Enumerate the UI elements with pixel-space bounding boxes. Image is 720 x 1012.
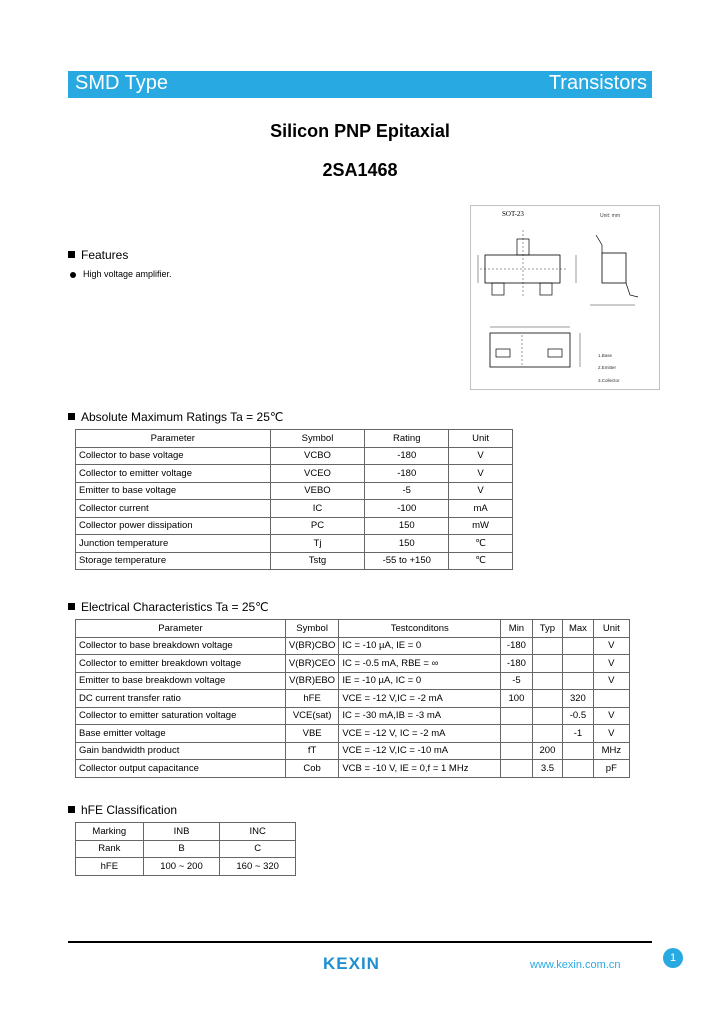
cell: MHz bbox=[593, 742, 629, 760]
cell: Gain bandwidth product bbox=[76, 742, 286, 760]
cell: fT bbox=[285, 742, 338, 760]
header-right-label: Transistors bbox=[548, 72, 647, 94]
cell bbox=[532, 672, 562, 690]
cell: Storage temperature bbox=[76, 552, 271, 570]
col-header: Max bbox=[563, 620, 594, 638]
cell: -55 to +150 bbox=[365, 552, 449, 570]
cell bbox=[501, 725, 533, 743]
cell: V(BR)CEO bbox=[285, 655, 338, 673]
table-row bbox=[76, 500, 513, 518]
col-header: Unit bbox=[449, 430, 513, 448]
cell: V bbox=[593, 655, 629, 673]
cell: Base emitter voltage bbox=[76, 725, 286, 743]
cell: V bbox=[593, 637, 629, 655]
cell bbox=[532, 707, 562, 725]
cell: -0.5 bbox=[563, 707, 594, 725]
pin-2-label: 2.Emitter bbox=[598, 365, 617, 370]
cell bbox=[563, 672, 594, 690]
cell: VBE bbox=[285, 725, 338, 743]
square-bullet-icon bbox=[68, 251, 75, 258]
cell: Collector to base voltage bbox=[76, 447, 271, 465]
cell: 100 ~ 200 bbox=[143, 858, 220, 876]
table-row bbox=[76, 517, 513, 535]
cell: Cob bbox=[285, 760, 338, 778]
cell: -5 bbox=[501, 672, 533, 690]
cell: IE = -10 µA, IC = 0 bbox=[339, 672, 501, 690]
table-row bbox=[76, 482, 513, 500]
doc-title: Silicon PNP Epitaxial bbox=[270, 121, 450, 141]
table-row bbox=[76, 823, 296, 841]
features-heading: Features bbox=[68, 248, 128, 262]
cell: Collector current bbox=[76, 500, 271, 518]
cell: Collector to emitter breakdown voltage bbox=[76, 655, 286, 673]
cell: INC bbox=[220, 823, 296, 841]
cell bbox=[563, 760, 594, 778]
abs-max-heading: Absolute Maximum Ratings Ta = 25℃ bbox=[68, 410, 283, 424]
cell: VCB = -10 V, IE = 0,f = 1 MHz bbox=[339, 760, 501, 778]
col-header: Parameter bbox=[76, 620, 286, 638]
cell: C bbox=[220, 840, 296, 858]
hfe-table bbox=[75, 822, 296, 876]
cell: -180 bbox=[365, 465, 449, 483]
abs-max-table bbox=[75, 429, 513, 570]
footer-url[interactable]: www.kexin.com.cn bbox=[530, 959, 621, 971]
col-header: Unit bbox=[593, 620, 629, 638]
cell: pF bbox=[593, 760, 629, 778]
cell: VCEO bbox=[270, 465, 365, 483]
cell bbox=[532, 690, 562, 708]
table-header-row bbox=[76, 430, 513, 448]
cell: VCE(sat) bbox=[285, 707, 338, 725]
cell: IC = -0.5 mA, RBE = ∞ bbox=[339, 655, 501, 673]
cell: Collector output capacitance bbox=[76, 760, 286, 778]
table-row bbox=[76, 725, 630, 743]
package-outline-drawing bbox=[470, 205, 660, 390]
square-bullet-icon bbox=[68, 413, 75, 420]
cell: ℃ bbox=[449, 535, 513, 553]
cell: 100 bbox=[501, 690, 533, 708]
cell: Emitter to base breakdown voltage bbox=[76, 672, 286, 690]
elec-table bbox=[75, 619, 630, 778]
cell: -100 bbox=[365, 500, 449, 518]
cell: PC bbox=[270, 517, 365, 535]
cell: V(BR)CBO bbox=[285, 637, 338, 655]
bullet-icon bbox=[70, 272, 76, 278]
table-row bbox=[76, 707, 630, 725]
cell bbox=[532, 655, 562, 673]
cell: V(BR)EBO bbox=[285, 672, 338, 690]
col-header: Typ bbox=[532, 620, 562, 638]
table-row bbox=[76, 465, 513, 483]
header-left-label: SMD Type bbox=[75, 72, 168, 94]
cell: mW bbox=[449, 517, 513, 535]
cell: -180 bbox=[501, 637, 533, 655]
cell: -1 bbox=[563, 725, 594, 743]
cell: Collector power dissipation bbox=[76, 517, 271, 535]
square-bullet-icon bbox=[68, 603, 75, 610]
pin-1-label: 1.Base bbox=[598, 353, 613, 358]
cell bbox=[501, 742, 533, 760]
package-unit: Unit: mm bbox=[600, 213, 620, 219]
table-header-row bbox=[76, 620, 630, 638]
cell bbox=[593, 690, 629, 708]
cell: 150 bbox=[365, 535, 449, 553]
cell: Collector to emitter voltage bbox=[76, 465, 271, 483]
table-row bbox=[76, 672, 630, 690]
cell: -180 bbox=[365, 447, 449, 465]
feature-item: High voltage amplifier. bbox=[70, 269, 172, 279]
part-number: 2SA1468 bbox=[322, 160, 398, 180]
table-row bbox=[76, 535, 513, 553]
cell: IC bbox=[270, 500, 365, 518]
page-number-badge: 1 bbox=[663, 948, 683, 968]
table-row bbox=[76, 858, 296, 876]
cell: V bbox=[449, 482, 513, 500]
cell bbox=[563, 637, 594, 655]
cell: VCBO bbox=[270, 447, 365, 465]
cell: 200 bbox=[532, 742, 562, 760]
kexin-logo: KEXIN bbox=[323, 954, 380, 973]
footer-divider bbox=[68, 941, 652, 943]
table-row bbox=[76, 655, 630, 673]
package-name: SOT-23 bbox=[502, 210, 524, 218]
cell: Collector to base breakdown voltage bbox=[76, 637, 286, 655]
elec-heading: Electrical Characteristics Ta = 25℃ bbox=[68, 600, 269, 614]
cell: V bbox=[593, 707, 629, 725]
cell: 320 bbox=[563, 690, 594, 708]
cell: 150 bbox=[365, 517, 449, 535]
cell bbox=[532, 725, 562, 743]
cell: VCE = -12 V,IC = -10 mA bbox=[339, 742, 501, 760]
table-row bbox=[76, 552, 513, 570]
cell: V bbox=[593, 725, 629, 743]
cell bbox=[563, 742, 594, 760]
table-row bbox=[76, 690, 630, 708]
square-bullet-icon bbox=[68, 806, 75, 813]
cell: Junction temperature bbox=[76, 535, 271, 553]
cell: Collector to emitter saturation voltage bbox=[76, 707, 286, 725]
table-row bbox=[76, 760, 630, 778]
table-row bbox=[76, 840, 296, 858]
cell: IC = -10 µA, IE = 0 bbox=[339, 637, 501, 655]
cell: 3.5 bbox=[532, 760, 562, 778]
cell: mA bbox=[449, 500, 513, 518]
cell: VCE = -12 V,IC = -2 mA bbox=[339, 690, 501, 708]
cell: ℃ bbox=[449, 552, 513, 570]
col-header: Testconditons bbox=[339, 620, 501, 638]
cell: IC = -30 mA,IB = -3 mA bbox=[339, 707, 501, 725]
cell: hFE bbox=[285, 690, 338, 708]
table-row bbox=[76, 742, 630, 760]
cell bbox=[501, 707, 533, 725]
cell: Emitter to base voltage bbox=[76, 482, 271, 500]
cell: Tj bbox=[270, 535, 365, 553]
table-row bbox=[76, 447, 513, 465]
cell: VCE = -12 V, IC = -2 mA bbox=[339, 725, 501, 743]
cell: Marking bbox=[76, 823, 144, 841]
col-header: Rating bbox=[365, 430, 449, 448]
cell: V bbox=[449, 447, 513, 465]
cell: B bbox=[143, 840, 220, 858]
cell: -180 bbox=[501, 655, 533, 673]
cell: 160 ~ 320 bbox=[220, 858, 296, 876]
cell: -5 bbox=[365, 482, 449, 500]
col-header: Min bbox=[501, 620, 533, 638]
col-header: Symbol bbox=[270, 430, 365, 448]
cell: Tstg bbox=[270, 552, 365, 570]
cell bbox=[563, 655, 594, 673]
cell bbox=[501, 760, 533, 778]
cell: DC current transfer ratio bbox=[76, 690, 286, 708]
cell: hFE bbox=[76, 858, 144, 876]
cell: INB bbox=[143, 823, 220, 841]
table-row bbox=[76, 637, 630, 655]
header-bar bbox=[68, 71, 652, 98]
cell bbox=[532, 637, 562, 655]
hfe-heading: hFE Classification bbox=[68, 803, 177, 817]
col-header: Symbol bbox=[285, 620, 338, 638]
cell: VEBO bbox=[270, 482, 365, 500]
pin-3-label: 3.Collector bbox=[598, 378, 620, 383]
col-header: Parameter bbox=[76, 430, 271, 448]
cell: V bbox=[449, 465, 513, 483]
cell: Rank bbox=[76, 840, 144, 858]
cell: V bbox=[593, 672, 629, 690]
